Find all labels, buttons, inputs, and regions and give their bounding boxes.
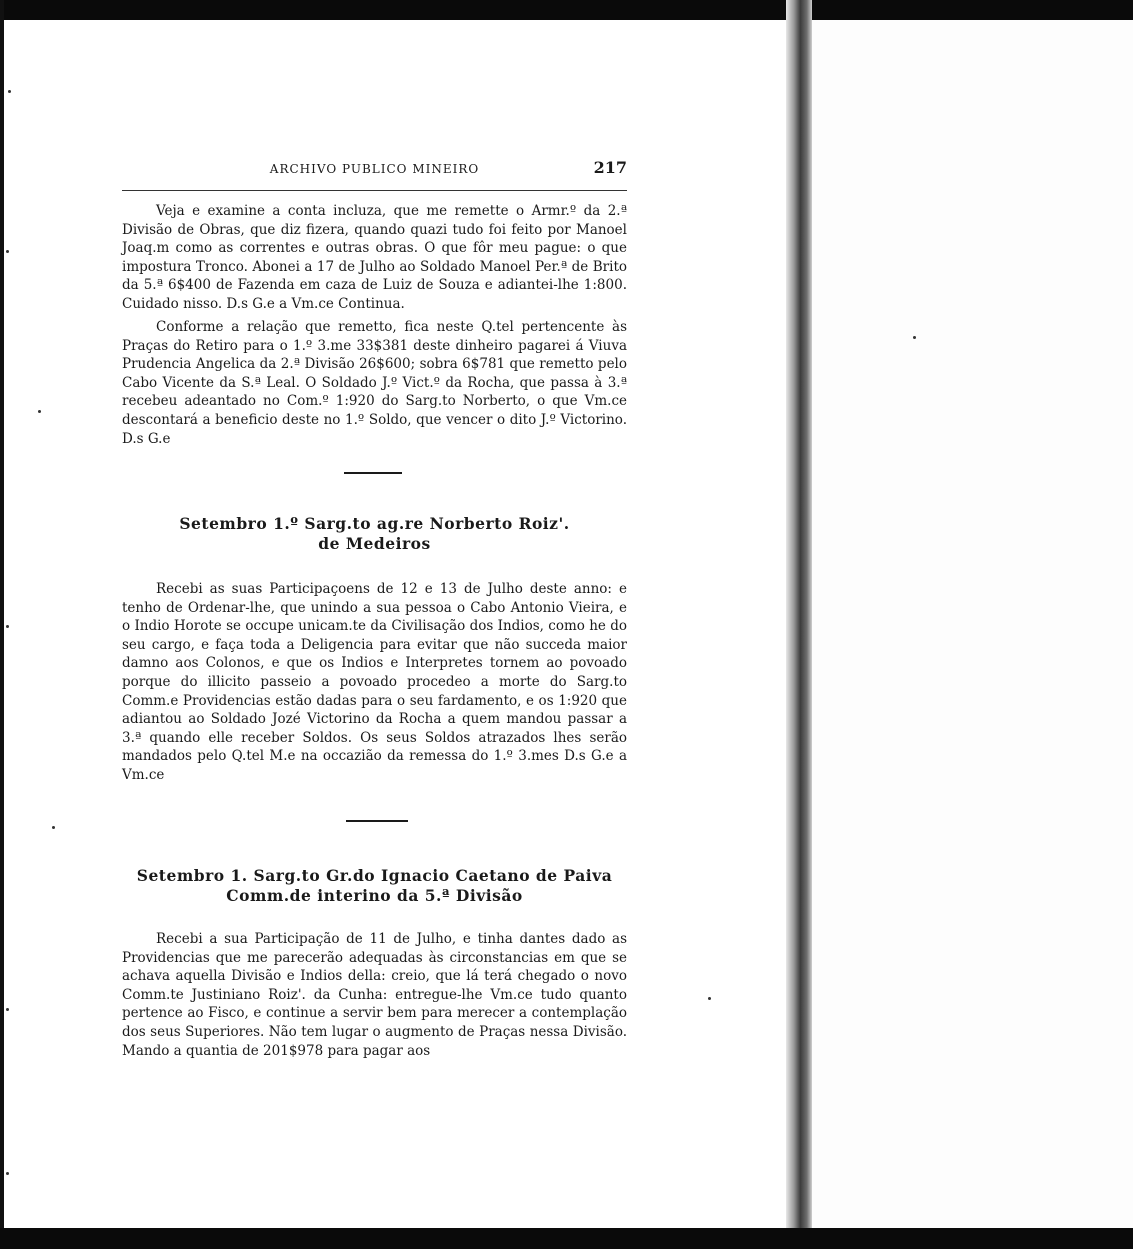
page-number: 217	[593, 158, 627, 177]
scan-speck	[6, 625, 9, 628]
scan-border-bottom	[0, 1228, 1133, 1249]
body-paragraph: Conforme a relação que remetto, fica neste Q.tel pertencente às Praças do Retiro para o 1.º 3.me 33$381 deste dinheiro pagarei á Viuva Prudencia Angelica da 2.ª Divisão 26$600; sobra 6$781 que remetto pelo Cabo Vicente da S.ª Leal. O Soldado J.º Vict.º da Rocha, que passa à 3.ª recebeu adeantado no Com.º 1:920 do Sarg.to Norberto, o que Vm.ce descontará a beneficio deste no 1.º Soldo, que vencer o dito J.º Victorino. D.s G.e	[122, 319, 627, 447]
header-title: ARCHIVO PUBLICO MINEIRO	[269, 162, 480, 176]
body-paragraph: Recebi as suas Participaçoens de 12 e 13 de Julho deste anno: e tenho de Ordenar-lhe, que unindo a sua pessoa o Cabo Antonio Vieira, e o Indio Horote se occupe unicam.te da Civilisação dos Indios, como he do seu cargo, e faça toda a Deligencia para evitar que não succeda maior damno aos Colonos, e que os Indios e Interpretes tornem ao povoado porque do illicito passeio a povoado procedeo a morte do Sarg.to Comm.e Providencias estão dadas para o seu fardamento, e os 1:920 que adiantou ao Soldado Jozé Victorino da Rocha a quem mandou passar a 3.ª quando elle receber Soldos. Os seus Soldos atrazados lhes serão mandados pelo Q.tel M.e na occazião da remessa do 1.º 3.mes D.s G.e a Vm.ce	[122, 581, 627, 783]
scan-speck	[38, 410, 41, 413]
book-spine-shadow	[786, 0, 812, 1249]
facing-page-blank	[812, 20, 1133, 1228]
scan-speck	[52, 826, 55, 829]
scan-speck	[6, 1172, 9, 1175]
letter-heading-line: Setembro 1. Sarg.to Gr.do Ignacio Caetano de Paiva	[136, 866, 613, 885]
body-paragraph: Recebi a sua Participação de 11 de Julho, e tinha dantes dado as Providencias que me parecerão adequadas às circonstancias em que se achava aquella Divisão e Indios della: creio, que lá terá chegado o novo Comm.te Justiniano Roiz'. da Cunha: entregue-lhe Vm.ce tudo quanto pertence ao Fisco, e continue a servir bem para merecer a contemplação dos seus Superiores. Não tem lugar o augmento de Praças nessa Divisão. Mando a quantia de 201$978 para pagar aos	[122, 931, 627, 1059]
letter-heading-line: Setembro 1.º Sarg.to ag.re Norberto Roiz'.	[179, 514, 570, 533]
scan-border-top	[0, 0, 1133, 20]
scan-speck	[6, 1008, 9, 1011]
scan-border-left	[0, 0, 4, 1249]
letter-heading-line: Comm.de interino da 5.ª Divisão	[226, 886, 523, 905]
scan-speck	[6, 250, 9, 253]
section-divider	[344, 472, 402, 474]
section-divider	[346, 820, 408, 822]
scan-speck	[913, 336, 916, 339]
running-header	[122, 158, 627, 182]
scan-speck	[708, 997, 711, 1000]
header-rule	[122, 190, 627, 191]
scan-speck	[8, 90, 11, 93]
letter-heading-line: de Medeiros	[318, 534, 431, 553]
body-paragraph: Veja e examine a conta incluza, que me remette o Armr.º da 2.ª Divisão de Obras, que diz fizera, quando quazi tudo foi feito por Manoel Joaq.m como as correntes e outras obras. O que fôr meu pague: o que impostura Tronco. Abonei a 17 de Julho ao Soldado Manoel Per.ª de Brito da 5.ª 6$400 de Fazenda em caza de Luiz de Souza e adiantei-lhe 1:800. Cuidado nisso. D.s G.e a Vm.ce Continua.	[122, 203, 627, 312]
